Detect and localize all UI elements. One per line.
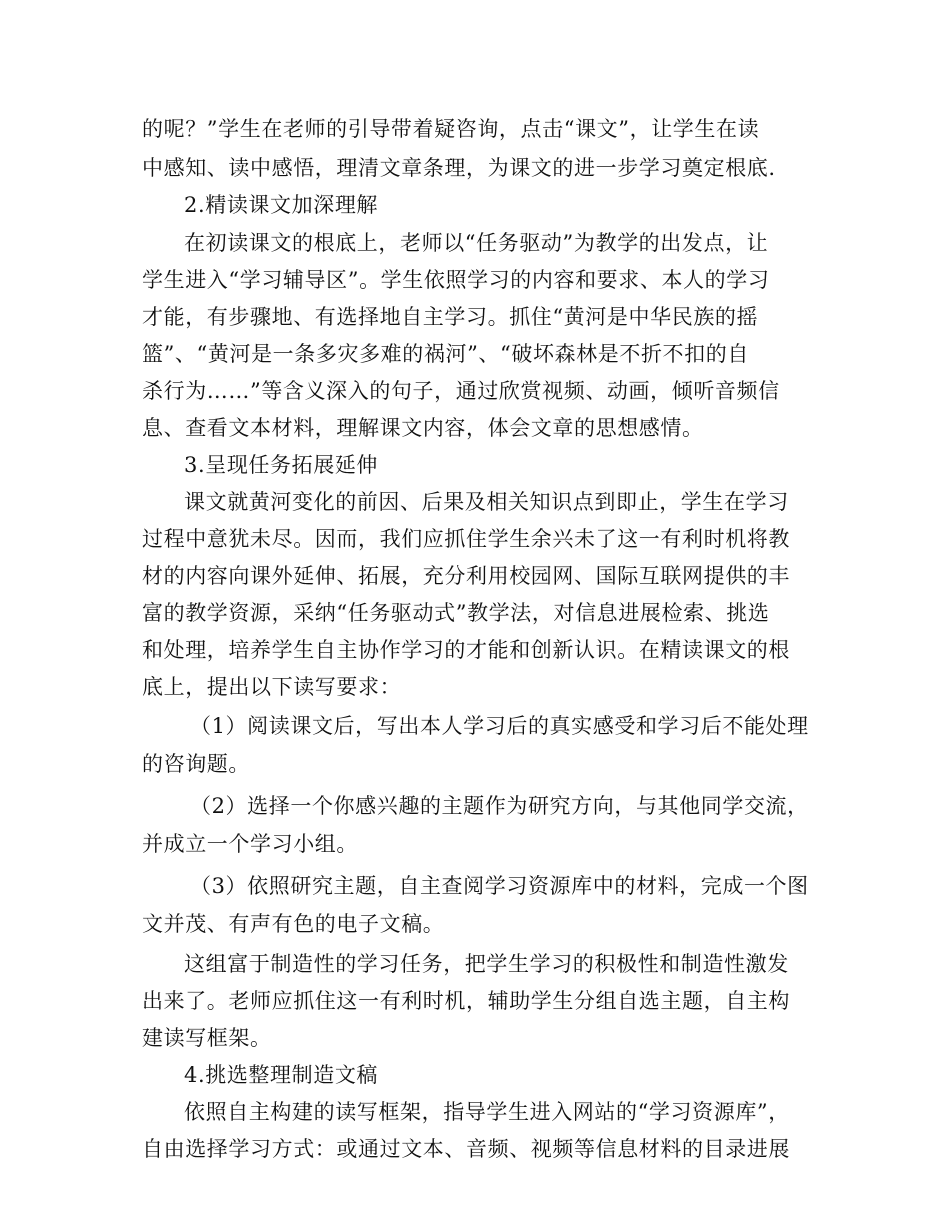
list-item-line: 并成立一个学习小组。	[142, 832, 358, 856]
paragraph-line: 才能，有步骤地、有选择地自主学习。抓住“黄河是中华民族的摇	[142, 305, 759, 329]
paragraph-line: 过程中意犹未尽。因而，我们应抓住学生余兴未了这一有利时机将教	[142, 527, 790, 551]
list-item-line: （2）选择一个你感兴趣的主题作为研究方向，与其他同学交流，	[190, 794, 809, 818]
paragraph-line: 课文就黄河变化的前因、后果及相关知识点到即止，学生在学习	[184, 490, 789, 514]
list-item-line: （3）依照研究主题，自主查阅学习资源库中的材料，完成一个图	[190, 874, 809, 898]
paragraph-line: 材的内容向课外延伸、拓展，充分利用校园网、国际互联网提供的丰	[142, 564, 790, 588]
paragraph-line: 建读写框架。	[142, 1026, 272, 1050]
paragraph-line: 底上，提出以下读写要求：	[142, 675, 402, 699]
paragraph-line: 这组富于制造性的学习任务，把学生学习的积极性和制造性激发	[184, 952, 789, 976]
section-heading: 3.呈现任务拓展延伸	[184, 453, 379, 477]
paragraph-line: 中感知、读中感悟，理清文章条理，为课文的进一步学习奠定根底.	[142, 156, 776, 180]
paragraph-line: 息、查看文本材料，理解课文内容，体会文章的思想感情。	[142, 416, 704, 440]
paragraph-line: 出来了。老师应抓住这一有利时机，辅助学生分组自选主题，自主构	[142, 989, 790, 1013]
section-heading: 2.精读课文加深理解	[184, 193, 379, 217]
paragraph-line: 杀行为……”等含义深入的句子，通过欣赏视频、动画，倾听音频信	[142, 379, 780, 403]
paragraph-line: 富的教学资源，采纳“任务驱动式”教学法，对信息进展检索、挑选	[142, 601, 770, 625]
paragraph-line: 自由选择学习方式：或通过文本、音频、视频等信息材料的目录进展	[142, 1137, 790, 1161]
paragraph-line: 在初读课文的根底上，老师以“任务驱动”为教学的出发点，让	[184, 231, 769, 255]
paragraph-line: 的呢？”学生在老师的引导带着疑咨询，点击“课文”，让学生在读	[142, 117, 760, 141]
paragraph-line: 依照自主构建的读写框架，指导学生进入网站的“学习资源库”，	[184, 1100, 790, 1124]
paragraph-line: 和处理，培养学生自主协作学习的才能和创新认识。在精读课文的根	[142, 638, 790, 662]
list-item-line: 的咨询题。	[142, 752, 250, 776]
list-item-line: 文并茂、有声有色的电子文稿。	[142, 912, 445, 936]
section-heading: 4.挑选整理制造文稿	[184, 1063, 379, 1087]
list-item-line: （1）阅读课文后，写出本人学习后的真实感受和学习后不能处理	[190, 714, 809, 738]
paragraph-line: 学生进入“学习辅导区”。学生依照学习的内容和要求、本人的学习	[142, 268, 770, 292]
paragraph-line: 篮”、“黄河是一条多灾多难的祸河”、“破坏森林是不折不扣的自	[142, 342, 749, 366]
